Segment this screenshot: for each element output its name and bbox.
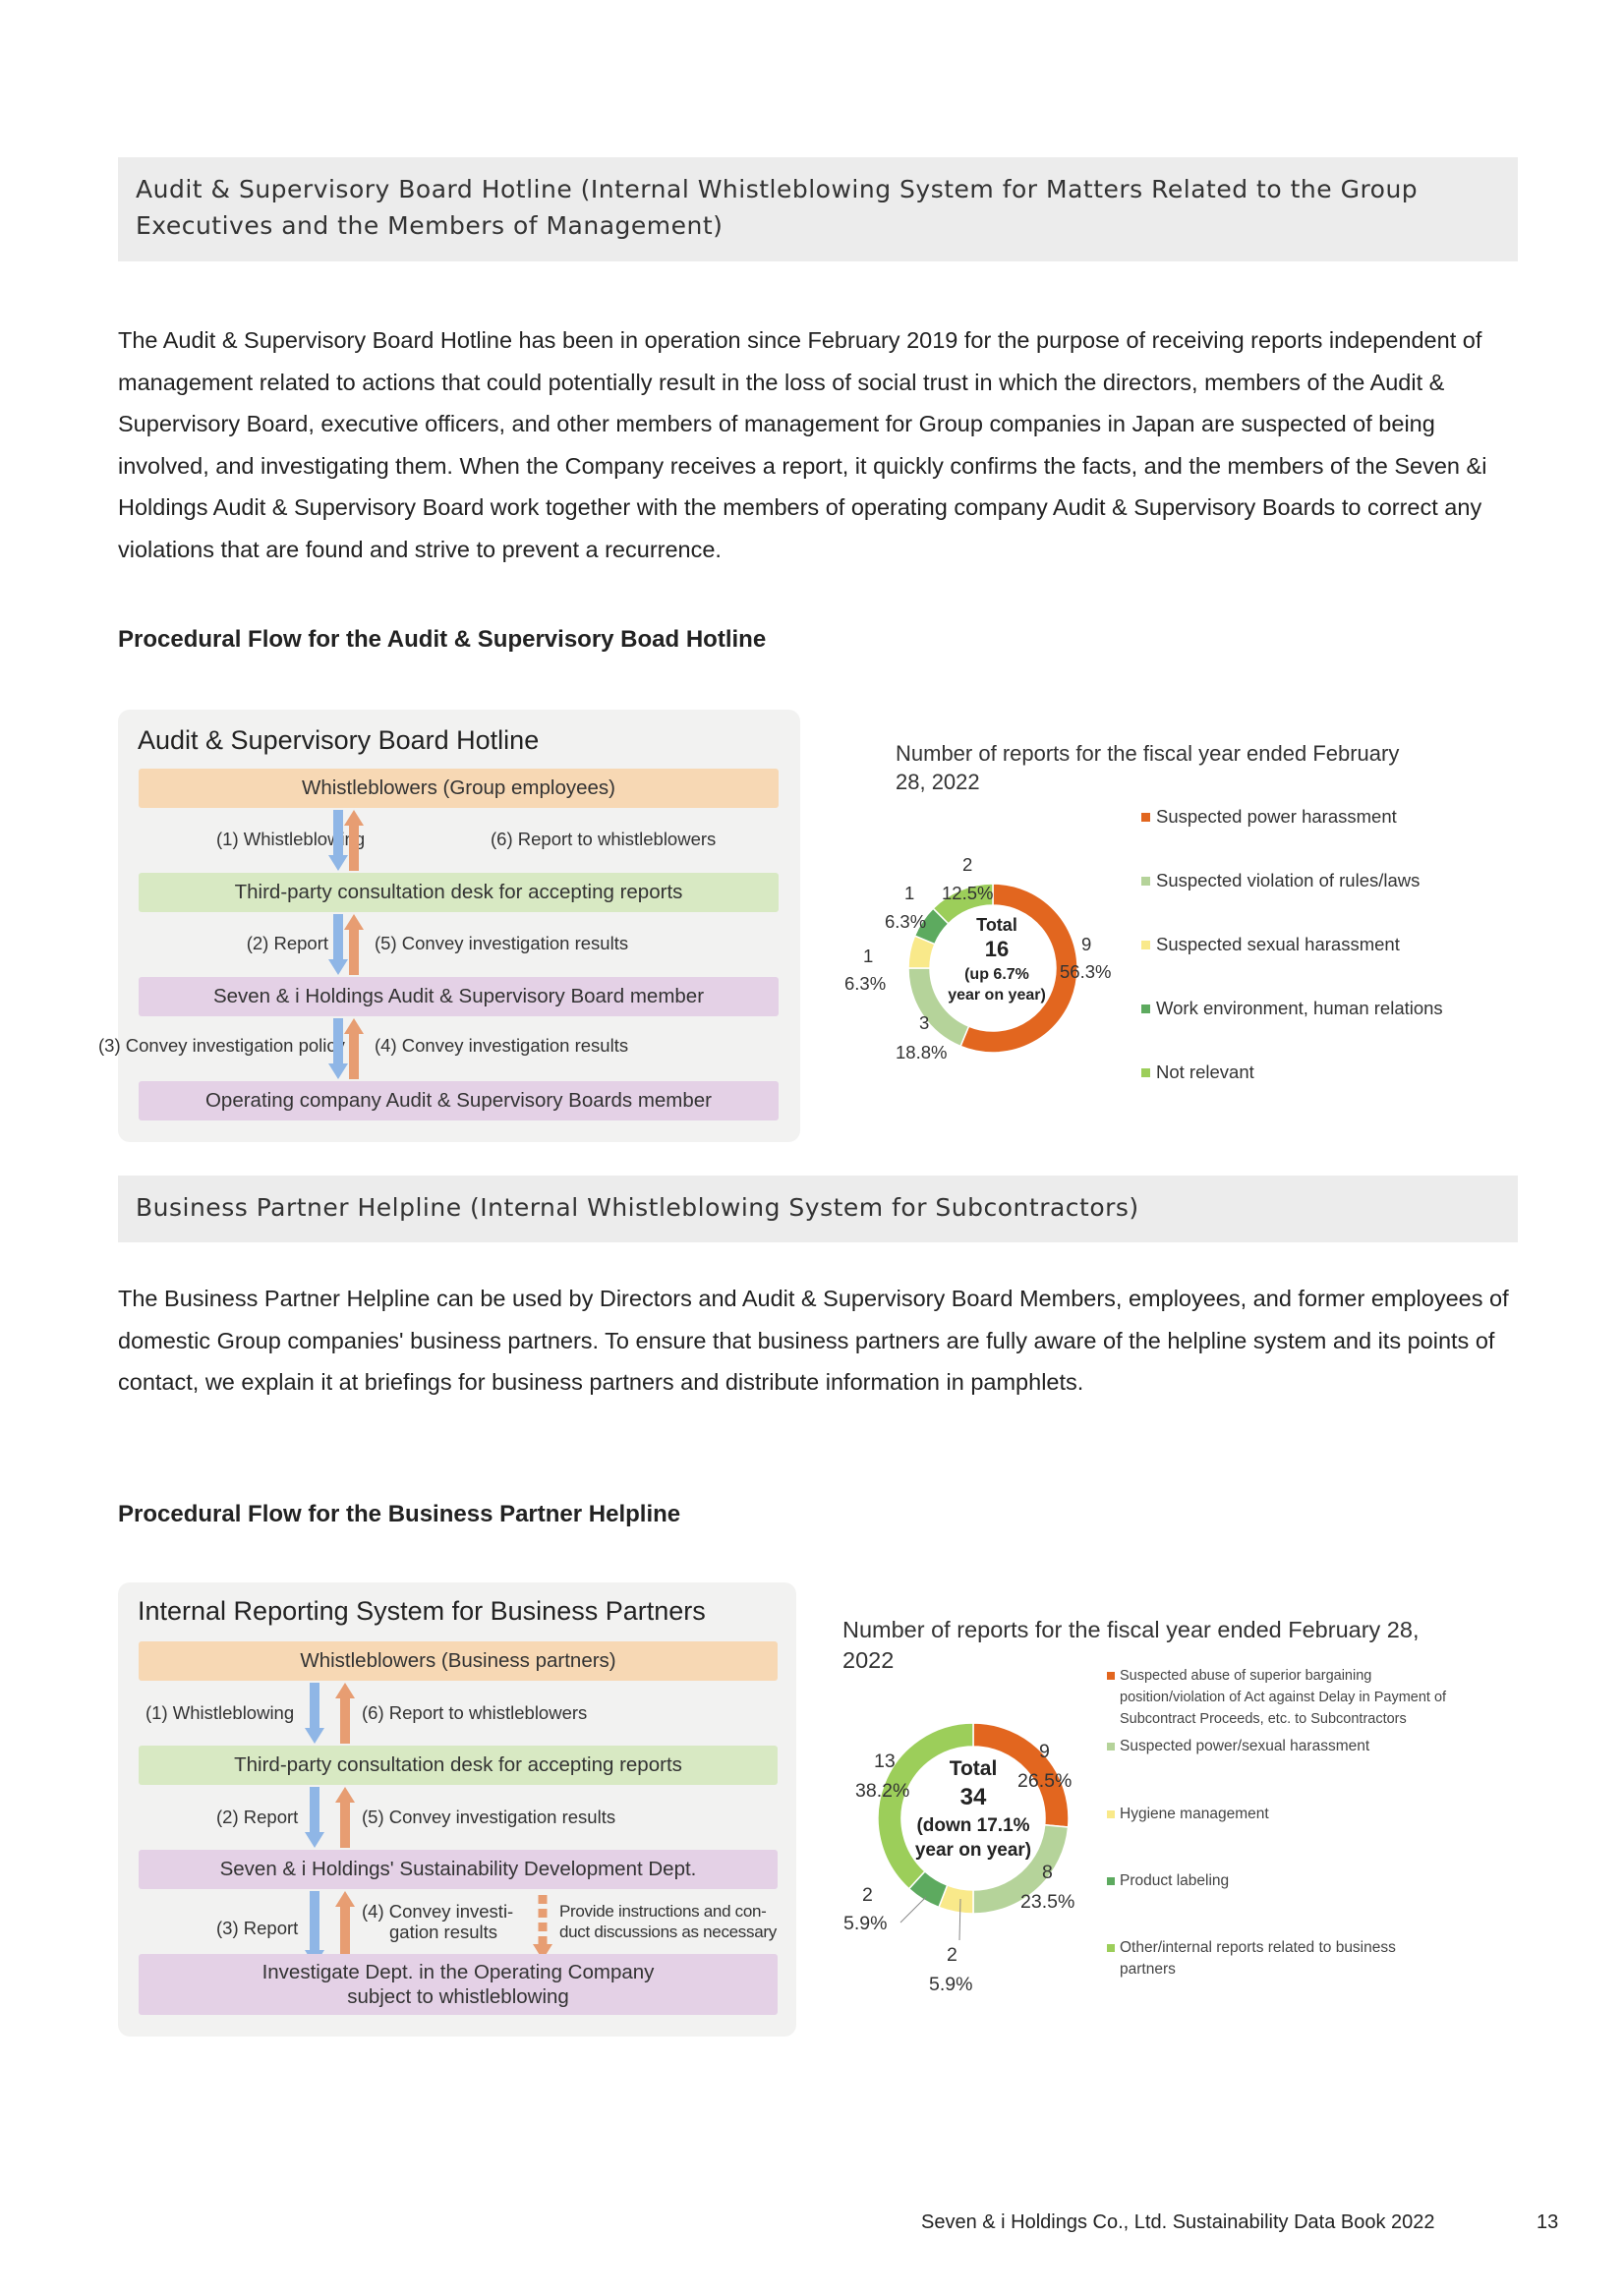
chart2-legend-item: Suspected power/sexual harassment <box>1107 1736 1369 1757</box>
chart1-title: Number of reports for the fiscal year ended February 28, 2022 <box>896 741 1400 794</box>
arrow-up-icon <box>333 1681 357 1746</box>
audit-hotline-flow-diagram <box>98 710 800 1142</box>
chart2-center-change: year on year) <box>914 1840 1032 1861</box>
chart2-data-label: 2 <box>947 1944 957 1966</box>
chart2-data-label: 5.9% <box>929 1974 973 1995</box>
chart1-data-label: 1 <box>904 883 915 903</box>
chart2-data-label: 8 <box>1042 1862 1053 1883</box>
footer-page-number: 13 <box>1537 2211 1559 2233</box>
chart1-legend-item: Suspected power harassment <box>1141 806 1397 828</box>
chart1-data-label: 1 <box>863 946 874 966</box>
chart2-legend-item: Other/internal reports related to business partners <box>1107 1937 1396 1980</box>
flow-title: Audit & Supervisory Board Hotline <box>138 725 540 755</box>
chart2-legend-item: Hygiene management <box>1107 1804 1269 1825</box>
chart1-center-change: (up 6.7% <box>964 966 1029 983</box>
chart1-data-label: 6.3% <box>844 973 887 994</box>
chart1-center-total: Total <box>976 915 1017 935</box>
section-heading-audit-hotline: Audit & Supervisory Board Hotline (Internal Whistleblowing System for Matters Related to the Group Executives and the Members of Management) <box>118 157 1518 261</box>
flow-step-label: (2) Report <box>246 933 328 953</box>
arrow-up-icon <box>342 912 366 977</box>
chart2-data-label: 5.9% <box>843 1913 888 1934</box>
arrow-down-icon <box>303 1785 326 1850</box>
audit-hotline-paragraph: The Audit & Supervisory Board Hotline has been in operation since February 2019 for the purpose of receiving reports independent of management related to actions that could potentially result in the loss of social trust in which the directors, members of the Audit & Supervisory Board, executive officers, and other members of management for Group companies in Japan are suspected of being involved, and investigating them. When the Company receives a report, it quickly confirms the facts, and the members of the Seven &i Holdings Audit & Supervisory Board work together with the members of operating company Audit & Supervisory Boards to correct any violations that are found and strive to prevent a recurrence. <box>118 327 1487 562</box>
flow-box-holdings-board-member: Seven & i Holdings Audit & Supervisory Board member <box>139 977 779 1016</box>
chart1-legend-item: Suspected violation of rules/laws <box>1141 870 1420 891</box>
arrow-up-icon <box>333 1785 357 1850</box>
flow-step-label: (2) Report <box>216 1807 299 1827</box>
chart1-data-label: 12.5% <box>942 883 994 903</box>
chart2-center-total: Total <box>949 1757 998 1780</box>
chart2-data-label: 13 <box>874 1751 896 1772</box>
flow-step-label: (3) Report <box>216 1918 299 1938</box>
flow-step-label: (1) Whistleblowing <box>145 1702 295 1723</box>
flow-box-investigate-dept: Investigate Dept. in the Operating Company subject to whistleblowing <box>139 1954 778 2015</box>
chart2-leader-lines <box>885 1887 983 1966</box>
chart1-legend-item: Suspected sexual harassment <box>1141 934 1400 955</box>
flow-step-label: (4) Convey investi- gation results <box>362 1901 514 1942</box>
chart1-data-label: 18.8% <box>896 1042 948 1062</box>
arrow-down-icon <box>303 1681 326 1746</box>
arrow-up-icon <box>342 808 366 873</box>
chart2-legend-item: Suspected abuse of superior bargaining position/violation of Act against Delay in Payment of Subcontract Proceeds, etc. to Subcontractors <box>1107 1665 1446 1730</box>
flow-box-consultation-desk: Third-party consultation desk for accepting reports <box>139 873 779 912</box>
arrow-up-icon <box>342 1016 366 1081</box>
chart1-center-change: year on year) <box>948 987 1046 1004</box>
chart1-data-label: 6.3% <box>885 911 927 932</box>
chart2-legend-item: Product labeling <box>1107 1870 1229 1892</box>
flow-box-operating-board-member: Operating company Audit & Supervisory Boards member <box>139 1081 779 1120</box>
business-partner-flow-diagram <box>118 1582 796 2037</box>
chart2-title: Number of reports for the fiscal year ended February 28, 2022 <box>842 1617 1420 1673</box>
flow-step-label: (4) Convey investigation results <box>375 1035 629 1056</box>
flow-box-consultation-desk: Third-party consultation desk for accepting reports <box>139 1746 778 1785</box>
section-heading-business-partner-helpline: Business Partner Helpline (Internal Whistleblowing System for Subcontractors) <box>118 1176 1518 1242</box>
flow-title: Internal Reporting System for Business Partners <box>138 1596 706 1626</box>
flow-step-label: (3) Convey investigation policy <box>98 1035 345 1056</box>
chart1-data-label: 2 <box>962 854 973 875</box>
chart2-data-label: 2 <box>862 1884 873 1906</box>
flow-step-label: (1) Whistleblowing <box>216 829 366 849</box>
chart1-data-label: 9 <box>1081 934 1092 954</box>
flow-step-label: (5) Convey investigation results <box>375 933 629 953</box>
audit-flow-subheading: Procedural Flow for the Audit & Supervisory Boad Hotline <box>118 626 767 653</box>
flow-step-label: (6) Report to whistleblowers <box>362 1702 588 1723</box>
flow-box-whistleblowers: Whistleblowers (Business partners) <box>139 1641 778 1681</box>
business-partner-paragraph: The Business Partner Helpline can be used by Directors and Audit & Supervisory Board Members, employees, and former employees of domestic Group companies' business partners. To ensure that business partners are fully aware of the helpline system and its points of contact, we explain it at briefings for business partners and distribute information in pamphlets. <box>118 1286 1509 1395</box>
dashed-arrow-down-icon <box>531 1893 554 1962</box>
chart2-center-change: (down 17.1% <box>916 1815 1030 1836</box>
chart2-data-label: 23.5% <box>1020 1891 1075 1913</box>
chart1-legend-item: Work environment, human relations <box>1141 998 1443 1019</box>
chart1-data-label: 3 <box>919 1012 930 1033</box>
flow-step-label: (5) Convey investigation results <box>362 1807 616 1827</box>
business-partner-flow-subheading: Procedural Flow for the Business Partner Helpline <box>118 1501 681 1527</box>
chart2-data-label: 26.5% <box>1017 1770 1073 1792</box>
chart2-data-label: 38.2% <box>855 1780 910 1802</box>
flow-step-label: Provide instructions and con- duct discussions as necessary <box>559 1902 777 1941</box>
flow-box-whistleblowers: Whistleblowers (Group employees) <box>139 769 779 808</box>
flow-box-sustainability-dept: Seven & i Holdings' Sustainability Development Dept. <box>139 1850 778 1889</box>
chart2-center-value: 34 <box>959 1784 987 1810</box>
chart1-legend-item: Not relevant <box>1141 1062 1254 1083</box>
footer-publication: Seven & i Holdings Co., Ltd. Sustainability Data Book 2022 <box>921 2211 1435 2233</box>
chart2-data-label: 9 <box>1039 1741 1050 1762</box>
flow-step-label: (6) Report to whistleblowers <box>491 829 717 849</box>
chart1-data-label: 56.3% <box>1060 961 1112 982</box>
chart1-center-value: 16 <box>984 937 1010 961</box>
